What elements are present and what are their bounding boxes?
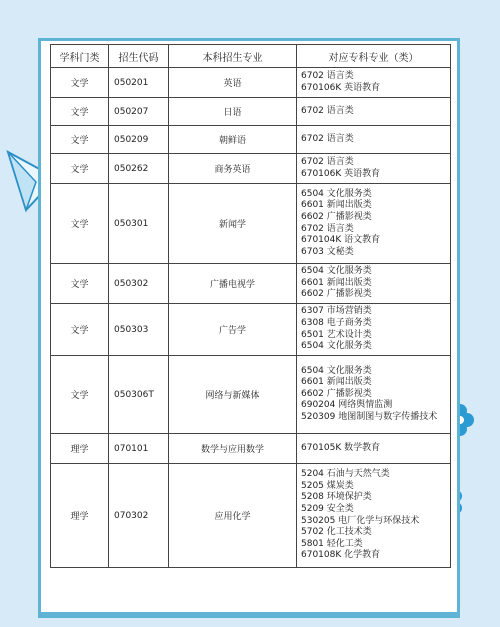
table-row [51, 154, 451, 184]
table-row [51, 434, 451, 464]
major-cell: 广告学 [169, 304, 297, 356]
specialty-cell [297, 356, 451, 434]
specialty-item: 6703 文秘类 [301, 246, 354, 257]
table-row [51, 304, 451, 356]
specialty-cell [297, 434, 451, 464]
specialty-item: 6702 语言类 [301, 70, 354, 81]
frame-bottom-strip [38, 612, 460, 618]
code-cell: 050262 [109, 154, 169, 184]
code-cell: 050303 [109, 304, 169, 356]
specialty-item: 6702 语言类 [301, 223, 354, 234]
specialty-item: 6601 新闻出版类 [301, 377, 372, 388]
specialty-item: 5208 环境保护类 [301, 492, 372, 503]
specialty-item: 520309 地图制图与数字传播技术 [301, 411, 438, 422]
specialty-item: 6504 文化服务类 [301, 365, 372, 376]
major-cell: 网络与新媒体 [169, 356, 297, 434]
specialty-item: 6702 语言类 [301, 105, 354, 116]
header-specialty: 对应专科专业（类） [297, 45, 451, 68]
specialty-item: 6504 文化服务类 [301, 341, 372, 352]
category-cell: 理学 [51, 434, 109, 464]
specialty-item: 670105K 数学教育 [301, 442, 381, 453]
major-cell: 数学与应用数学 [169, 434, 297, 464]
major-cell: 日语 [169, 98, 297, 126]
table-header-row [51, 45, 451, 68]
category-cell: 文学 [51, 356, 109, 434]
code-cell: 050201 [109, 68, 169, 98]
specialty-item: 5801 轻化工类 [301, 538, 363, 549]
specialty-item: 530205 电厂化学与环保技术 [301, 515, 420, 526]
specialty-item: 5204 石油与天然气类 [301, 469, 390, 480]
specialty-cell [297, 68, 451, 98]
specialty-item: 6601 新闻出版类 [301, 200, 372, 211]
specialty-item: 6308 电子商务类 [301, 317, 372, 328]
major-cell: 新闻学 [169, 184, 297, 264]
header-code: 招生代码 [109, 45, 169, 68]
specialty-cell [297, 264, 451, 304]
table-row [51, 126, 451, 154]
specialty-item: 5209 安全类 [301, 503, 354, 514]
specialty-cell [297, 98, 451, 126]
table-row [51, 464, 451, 568]
specialty-cell [297, 154, 451, 184]
specialty-cell [297, 304, 451, 356]
specialty-item: 6602 广播影视类 [301, 388, 372, 399]
specialty-item: 6504 文化服务类 [301, 266, 372, 277]
specialty-item: 6601 新闻出版类 [301, 277, 372, 288]
table-row [51, 184, 451, 264]
specialty-item: 670104K 语文教育 [301, 235, 381, 246]
admission-table [50, 44, 451, 568]
specialty-item: 5702 化工技术类 [301, 527, 372, 538]
specialty-item: 6307 市场营销类 [301, 306, 372, 317]
specialty-cell [297, 464, 451, 568]
category-cell: 文学 [51, 98, 109, 126]
specialty-item: 6702 语言类 [301, 133, 354, 144]
major-cell: 应用化学 [169, 464, 297, 568]
category-cell: 理学 [51, 464, 109, 568]
major-cell: 商务英语 [169, 154, 297, 184]
code-cell: 050302 [109, 264, 169, 304]
specialty-item: 690204 网络舆情监测 [301, 400, 393, 411]
table-row [51, 68, 451, 98]
document-sheet [50, 44, 450, 568]
code-cell: 050306T [109, 356, 169, 434]
code-cell: 050207 [109, 98, 169, 126]
specialty-item: 6602 广播影视类 [301, 289, 372, 300]
category-cell: 文学 [51, 264, 109, 304]
specialty-item: 670108K 化学教育 [301, 550, 381, 561]
specialty-item: 6504 文化服务类 [301, 188, 372, 199]
major-cell: 广播电视学 [169, 264, 297, 304]
specialty-item: 6602 广播影视类 [301, 211, 372, 222]
table-row [51, 356, 451, 434]
header-major: 本科招生专业 [169, 45, 297, 68]
specialty-item: 5205 煤炭类 [301, 480, 354, 491]
header-category: 学科门类 [51, 45, 109, 68]
specialty-item: 6702 语言类 [301, 156, 354, 167]
specialty-item: 6501 艺术设计类 [301, 329, 372, 340]
category-cell: 文学 [51, 304, 109, 356]
specialty-item: 670106K 英语教育 [301, 168, 381, 179]
table-row [51, 98, 451, 126]
code-cell: 070302 [109, 464, 169, 568]
major-cell: 英语 [169, 68, 297, 98]
table-row [51, 264, 451, 304]
code-cell: 070101 [109, 434, 169, 464]
category-cell: 文学 [51, 126, 109, 154]
specialty-item: 670106K 英语教育 [301, 82, 381, 93]
category-cell: 文学 [51, 154, 109, 184]
code-cell: 050301 [109, 184, 169, 264]
specialty-cell [297, 126, 451, 154]
specialty-cell [297, 184, 451, 264]
code-cell: 050209 [109, 126, 169, 154]
category-cell: 文学 [51, 184, 109, 264]
major-cell: 朝鲜语 [169, 126, 297, 154]
category-cell: 文学 [51, 68, 109, 98]
